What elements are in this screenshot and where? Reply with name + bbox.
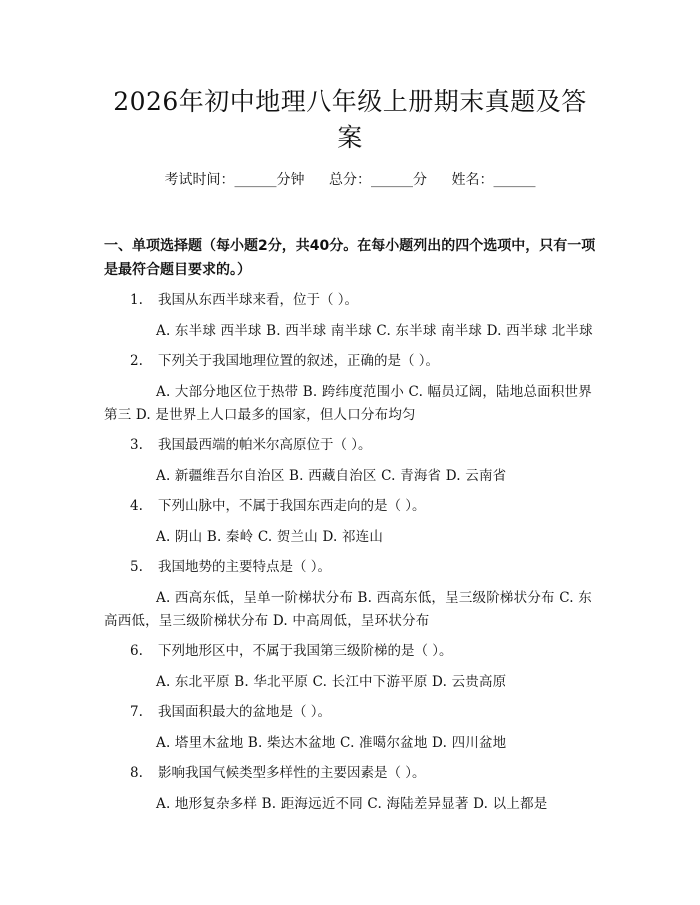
question-number: 8. <box>130 765 143 781</box>
student-name-field: 姓名：______ <box>451 172 536 188</box>
question-item <box>104 433 596 488</box>
question-number: 6. <box>130 643 143 659</box>
exam-time-field: 考试时间：______分钟 <box>164 172 305 188</box>
question-item <box>104 639 596 694</box>
question-options: A. 西高东低，呈单一阶梯状分布 B. 西高东低，呈三级阶梯状分布 C. 东高西低，呈三级阶梯状分布 D. 中高周低，呈环状分布 <box>104 590 592 629</box>
question-options: A. 地形复杂多样 B. 距海远近不同 C. 海陆差异显著 D. 以上都是 <box>156 796 548 812</box>
question-options: A. 大部分地区位于热带 B. 跨纬度范围小 C. 幅员辽阔，陆地总面积世界第三 D. 是世界上人口最多的国家，但人口分布均匀 <box>104 384 592 423</box>
question-number: 2. <box>130 353 143 369</box>
question-stem <box>104 494 596 518</box>
question-text: 我国从东西半球来看，位于（ ）。 <box>158 292 359 308</box>
exam-info <box>104 170 596 190</box>
question-number: 1. <box>130 292 143 308</box>
question-item <box>104 494 596 549</box>
question-stem <box>104 639 596 663</box>
question-item <box>104 555 596 633</box>
question-text: 下列山脉中，不属于我国东西走向的是（ ）。 <box>158 498 426 514</box>
question-text: 下列地形区中，不属于我国第三级阶梯的是（ ）。 <box>158 643 453 659</box>
question-options: A. 东北平原 B. 华北平原 C. 长江中下游平原 D. 云贵高原 <box>156 674 507 690</box>
question-item <box>104 761 596 816</box>
question-text: 下列关于我国地理位置的叙述，正确的是（ ）。 <box>158 353 440 369</box>
document-title: 2026年初中地理八年级上册期末真题及答案 <box>113 87 587 152</box>
question-options: A. 新疆维吾尔自治区 B. 西藏自治区 C. 青海省 D. 云南省 <box>156 468 507 484</box>
question-text: 我国最西端的帕米尔高原位于（ ）。 <box>158 437 372 453</box>
question-number: 5. <box>130 559 143 575</box>
question-stem <box>104 700 596 724</box>
question-stem <box>104 349 596 373</box>
question-number: 3. <box>130 437 143 453</box>
question-stem <box>104 288 596 312</box>
question-item <box>104 288 596 343</box>
question-stem <box>104 761 596 785</box>
total-score-field: 总分：______分 <box>329 172 427 188</box>
question-number: 7. <box>130 704 143 720</box>
question-stem <box>104 555 596 579</box>
question-number: 4. <box>130 498 143 514</box>
question-stem <box>104 433 596 457</box>
question-text: 我国地势的主要特点是（ ）。 <box>158 559 332 575</box>
question-item <box>104 349 596 427</box>
section-heading: 一、单项选择题（每小题2分，共40分。在每小题列出的四个选项中，只有一项是最符合题目要求的。） <box>104 238 596 278</box>
question-options: A. 东半球 西半球 B. 西半球 南半球 C. 东半球 南半球 D. 西半球 北半球 <box>156 323 593 339</box>
question-text: 影响我国气候类型多样性的主要因素是（ ）。 <box>158 765 426 781</box>
question-text: 我国面积最大的盆地是（ ）。 <box>158 704 332 720</box>
question-item <box>104 700 596 755</box>
question-options: A. 塔里木盆地 B. 柴达木盆地 C. 准噶尔盆地 D. 四川盆地 <box>156 735 507 751</box>
question-options: A. 阴山 B. 秦岭 C. 贺兰山 D. 祁连山 <box>156 529 384 545</box>
